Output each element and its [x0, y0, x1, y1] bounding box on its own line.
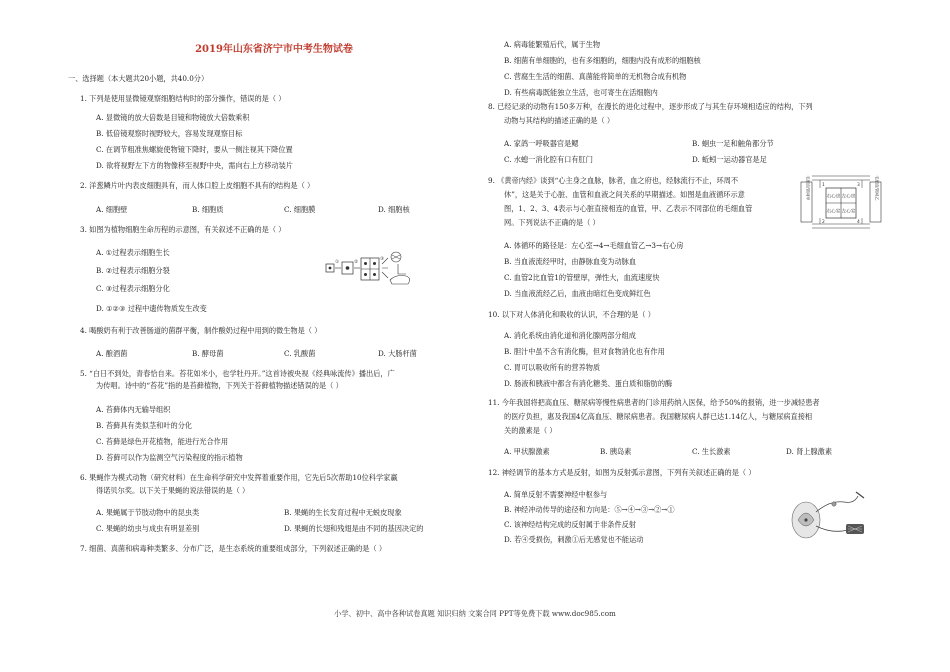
q6-option-a: A. 果蝇属于节肢动物中的昆虫类 — [96, 508, 200, 517]
q6-option-b: B. 果蝇的生长发育过程中无蜕皮现象 — [284, 508, 402, 517]
q4-option-c: C. 乳酸菌 — [284, 349, 316, 358]
motor-nerve — [816, 526, 848, 531]
q10-stem: 10. 以下对人体消化和吸收的认识，不合理的是（ ） — [488, 310, 655, 319]
sensory-nerve — [816, 496, 858, 512]
svg-text:②: ② — [354, 260, 359, 265]
q9-line4: 网。下列说法不正确的是（ ） — [504, 218, 600, 227]
q10-option-c: C. 胃可以吸收所有的营养物质 — [504, 363, 601, 372]
q9-option-b: B. 当血液流经甲时，由静脉血变为动脉血 — [504, 257, 637, 266]
q3-cell-lifecycle-figure — [322, 250, 414, 290]
q11-option-b: B. 胰岛素 — [600, 447, 632, 456]
svg-text:①: ① — [335, 260, 340, 265]
q11-option-a: A. 甲状腺激素 — [504, 447, 550, 456]
q11-line1: 11. 今年我国将把高血压、糖尿病等慢性病患者的门诊用药纳入医保，给予50%的报销，进一步减轻患者 — [488, 398, 820, 407]
q5-option-a: A. 苔藓体内无输导组织 — [96, 405, 171, 414]
q4-option-d: D. 大肠杆菌 — [378, 349, 417, 358]
q2-stem: 2. 洋葱鳞片叶内表皮细胞具有，而人体口腔上皮细胞不具有的结构是（ ） — [80, 181, 315, 190]
capillary-yi-label: 毛细血管网乙 — [874, 175, 880, 201]
q3-stem: 3. 如图为植物细胞生命历程的示意图，有关叙述不正确的是（ ） — [80, 225, 286, 234]
q3-option-a: A. ①过程表示细胞生长 — [96, 248, 170, 257]
svg-text:③: ③ — [380, 257, 385, 262]
q9-option-d: D. 当血液流经乙后，血液由暗红色变成鲜红色 — [504, 289, 651, 298]
q9-line1: 9. 《黄帝内经》谈到“心主身之血脉，脉者，血之府也，经脉流行不止，环周不 — [488, 176, 739, 185]
vessel-1-label: 1 — [822, 183, 825, 188]
q8-option-d: D. 蚯蚓一运动器官是足 — [692, 155, 767, 164]
left-atrium-label: 左心房 — [841, 194, 856, 200]
q5-line2: 为传唱。诗中的“苔花”指的是苔藓植物，下列关于苔藓植物描述错误的是（ ） — [96, 381, 343, 390]
vessel-2-label: 2 — [822, 220, 825, 225]
q9-circulation-figure — [800, 172, 882, 230]
q2-option-b: B. 细胞质 — [192, 205, 224, 214]
right-ventricle-label: 右心室 — [826, 209, 841, 215]
q7-option-b: B. 细菌有单细胞的，也有多细胞的，细胞内没有成形的细胞核 — [504, 56, 701, 65]
q12-option-d: D. 若④受损伤，刺激①后无感觉也不能运动 — [504, 535, 644, 544]
q3-option-b: B. ②过程表示细胞分裂 — [96, 266, 170, 275]
q5-line1: 5. “白日不到处，青春恰自来。苔花如米小，也学牡丹开。”这首诗被央视《经典咏流传》播出后，广 — [80, 369, 395, 378]
q3-option-c: C. ③过程表示细胞分化 — [96, 284, 170, 293]
q1-option-a: A. 显微镜的放大倍数是目镜和物镜放大倍数乘积 — [96, 113, 250, 122]
cell-differentiated-2 — [390, 276, 410, 285]
q2-option-c: C. 细胞膜 — [284, 205, 316, 214]
q6-line1: 6. 果蝇作为模式动物（研究材料）在生命科学研究中发挥着重要作用，它先后5次帮助10位科学家赢 — [80, 473, 398, 482]
q8-line1: 8. 已经记录的动物有150多万种，在漫长的进化过程中，逐步形成了与其生存环境相适应的结构，下列 — [488, 102, 813, 111]
q4-option-b: B. 酵母菌 — [192, 349, 224, 358]
q2-option-d: D. 细胞核 — [378, 205, 410, 214]
q12-option-a: A. 简单反射不需要神经中枢参与 — [504, 490, 608, 499]
q9-line2: 休”，这是关于心脏、血管和血液之间关系的早期描述。如图是血液循环示意 — [504, 190, 745, 199]
q5-option-c: C. 苔藓是绿色开花植物，能进行光合作用 — [96, 437, 229, 446]
q7-stem: 7. 细菌、真菌和病毒种类繁多、分布广泛，是生态系统的重要组成部分，下列叙述正确的是（ ） — [80, 544, 387, 553]
vessel-4-label: 4 — [857, 220, 860, 225]
q12-option-b: B. 神经冲动传导的途径和方向是：⑤→④→③→②→① — [504, 505, 675, 514]
capillary-jia-label: 毛细血管网甲 — [805, 175, 811, 201]
q11-line3: 关的激素是（ ） — [504, 426, 557, 435]
q8-line2: 动物与其结构的描述正确的是（ ） — [504, 116, 615, 125]
q10-option-b: B. 胆汁中虽不含有消化酶，但对食物消化也有作用 — [504, 347, 665, 356]
q6-line2: 得诺贝尔奖。以下关于果蝇的说法错误的是（ ） — [96, 486, 250, 495]
q1-option-d: D. 欲将视野左下方的物像移至视野中央，需向右上方移动装片 — [96, 161, 293, 170]
q9-option-c: C. 血管2比血管1的管壁厚，弹性大，血流速度快 — [504, 273, 660, 282]
left-ventricle-label: 左心室 — [841, 209, 856, 215]
q8-option-c: C. 水螅一消化腔有口有肛门 — [504, 155, 593, 164]
right-atrium-label: 右心房 — [826, 194, 841, 200]
q7-option-d: D. 有些病毒既能独立生活，也可寄生在活细胞内 — [504, 88, 658, 97]
q6-option-c: C. 果蝇的幼虫与成虫有明显差别 — [96, 524, 200, 533]
q11-line2: 的医疗负担，惠及我国4亿高血压、糖尿病患者。我国糖尿病人群已达1.14亿人，与糖尿病直接相 — [504, 412, 813, 421]
q5-option-d: D. 苔藓可以作为监测空气污染程度的指示植物 — [96, 453, 243, 462]
q4-stem: 4. 喝酸奶有利于改善肠道的菌群平衡，制作酸奶过程中用到的微生物是（ ） — [80, 326, 322, 335]
q10-option-d: D. 肠液和胰液中都含有消化糖类、蛋白质和脂肪的酶 — [504, 379, 673, 388]
q8-option-a: A. 家鸽一呼吸器官是鳃 — [504, 139, 579, 148]
q12-reflex-arc-figure — [788, 486, 868, 542]
q7-option-a: A. 病毒能繁殖后代，属于生物 — [504, 40, 601, 49]
q8-option-b: B. 蛔虫一足和触角都分节 — [692, 139, 774, 148]
page-title: 2019年山东省济宁市中考生物试卷 — [195, 44, 353, 55]
q3-option-d: D. ①②③ 过程中遗传物质发生改变 — [96, 304, 207, 313]
q9-option-a: A. 体循环的路径是：左心室→4→毛细血管乙→3→右心房 — [504, 241, 684, 250]
q1-option-b: B. 低倍镜观察时视野较大，容易发现观察目标 — [96, 129, 243, 138]
q2-option-a: A. 细胞壁 — [96, 205, 128, 214]
q1-stem: 1. 下列是使用显微镜观察细胞结构时的部分操作，错误的是（ ） — [80, 94, 286, 103]
q6-option-d: D. 果蝇的长翅和残翅是由不同的基因决定的 — [284, 524, 424, 533]
q12-option-c: C. 该神经结构完成的反射属于非条件反射 — [504, 520, 637, 529]
q7-option-c: C. 营腐生生活的细菌、真菌能将简单的无机物合成有机物 — [504, 72, 687, 81]
section-heading: 一、选择题（本大题共20小题，共40.0分） — [68, 74, 209, 83]
vessel-3-label: 3 — [857, 183, 860, 188]
q4-option-a: A. 酿酒菌 — [96, 349, 128, 358]
q10-option-a: A. 消化系统由消化道和消化腺两部分组成 — [504, 331, 636, 340]
q11-option-c: C. 生长激素 — [692, 447, 731, 456]
q11-option-d: D. 肾上腺激素 — [786, 447, 833, 456]
q12-stem: 12. 神经调节的基本方式是反射，如图为反射弧示意图，下列有关叙述正确的是（ ） — [488, 468, 756, 477]
q9-line3: 图，1、2、3、4表示与心脏直接相连的血管，甲、乙表示不同部位的毛细血管 — [504, 204, 753, 213]
page-footer: 小学、初中、高中各种试卷真题 知识归纳 文案合同 PPT等免费下载 www.doc985.com — [334, 609, 616, 618]
q5-option-b: B. 苔藓具有类似茎和叶的分化 — [96, 421, 193, 430]
q1-option-c: C. 在调节粗准焦螺旋使物镜下降时，要从一侧注视其下降位置 — [96, 145, 293, 154]
